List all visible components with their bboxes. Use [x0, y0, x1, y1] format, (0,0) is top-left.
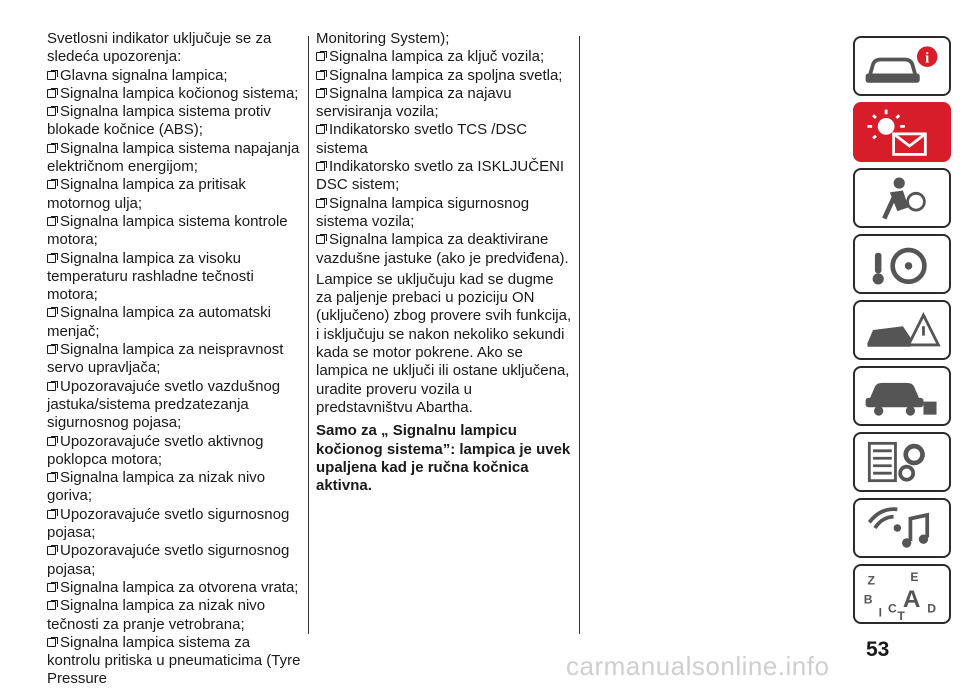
- list-continuation: Monitoring System);: [316, 30, 450, 47]
- list-item-text: Signalna lampica za spoljna svetla;: [329, 66, 563, 84]
- checkbox-bullet-icon: [316, 52, 325, 61]
- column-divider-right: [579, 36, 580, 634]
- checkbox-bullet-icon: [47, 437, 56, 446]
- svg-text:I: I: [878, 605, 883, 620]
- tab-emergency[interactable]: [853, 300, 951, 360]
- list-item: [47, 341, 302, 378]
- list-item-text: Signalna lampica za nizak nivo tečnosti za pranje vetrobrana;: [47, 597, 266, 633]
- list-item: [47, 634, 302, 689]
- svg-text:A: A: [902, 586, 921, 614]
- list-item-text: Signalna lampica za neispravnost servo upravljača;: [47, 341, 284, 377]
- list-item-text: Glavna signalna lampica;: [60, 66, 228, 84]
- tab-technical-data[interactable]: [853, 432, 951, 492]
- car-jack-icon: [855, 368, 949, 424]
- body-paragraph: Lampice se uključuju kad se dugme za paljenje prebaci u poziciju ON (uključeno) zbog provere svih funkcija, i isključuju se nakon nekoliko sekundi kada se motor pokrene. Ako se lampica ne uključi ili ostane uključena, uradite proveru vozila u predstavništvu Abartha.: [316, 270, 572, 416]
- list-item-text: Signalna lampica za nizak nivo goriva;: [47, 469, 266, 505]
- list-item-text: Signalna lampica za otvorena vrata;: [60, 578, 299, 596]
- list-item-text: Signalna lampica za pritisak motornog ulja;: [47, 176, 246, 212]
- list-item: [47, 469, 302, 506]
- svg-text:i: i: [925, 50, 930, 67]
- svg-text:Z: Z: [867, 573, 875, 588]
- tab-index[interactable]: [853, 564, 951, 624]
- checklist-gears-icon: [855, 434, 949, 490]
- list-item-text: Signalna lampica za automatski menjač;: [47, 304, 271, 340]
- list-item-text: Signalna lampica za visoku temperaturu rashladne tečnosti motora;: [47, 249, 254, 304]
- list-item-text: Signalna lampica kočionog sistema;: [60, 84, 299, 102]
- list-item: [47, 250, 302, 305]
- checkbox-bullet-icon: [316, 125, 325, 134]
- intro-text: Svetlosni indikator uključuje se za sledeća upozorenja:: [47, 30, 272, 66]
- checkbox-bullet-icon: [47, 382, 56, 391]
- left-column: [47, 30, 302, 689]
- svg-text:D: D: [927, 601, 936, 616]
- right-column: [316, 30, 572, 495]
- list-item-text: Signalna lampica sistema napajanja električnom energijom;: [47, 139, 300, 176]
- tab-safety[interactable]: [853, 168, 951, 228]
- checkbox-bullet-icon: [47, 601, 56, 610]
- list-item-text: Indikatorsko svetlo TCS /DSC sistema: [316, 121, 528, 157]
- list-item: [47, 213, 302, 250]
- bold-note: Samo za „ Signalnu lampicu kočionog sistema”: lampica je uvek upaljena kad je ručna kočnica aktivna.: [316, 422, 571, 495]
- tab-dashboard-lights[interactable]: [853, 102, 951, 162]
- checkbox-bullet-icon: [316, 162, 325, 171]
- svg-text:C: C: [888, 601, 897, 616]
- checkbox-bullet-icon: [47, 144, 56, 153]
- warning-list-right: [316, 48, 572, 268]
- list-item: [316, 195, 572, 232]
- checkbox-bullet-icon: [47, 107, 56, 116]
- list-item-text: Signalna lampica sigurnosnog sistema vozila;: [316, 194, 530, 230]
- checkbox-bullet-icon: [47, 89, 56, 98]
- list-item-text: Signalna lampica sistema kontrole motora;: [47, 212, 288, 249]
- list-item: [47, 542, 302, 579]
- list-item: [316, 231, 572, 268]
- checkbox-bullet-icon: [47, 638, 56, 647]
- checkbox-bullet-icon: [47, 510, 56, 519]
- list-item: [316, 121, 572, 158]
- checkbox-bullet-icon: [47, 217, 56, 226]
- list-item: [47, 67, 302, 85]
- tab-maintenance[interactable]: [853, 366, 951, 426]
- list-item-text: Indikatorsko svetlo za ISKLJUČENI DSC sistem;: [316, 158, 565, 194]
- list-item-text: Upozoravajuće svetlo sigurnosnog pojasa;: [47, 542, 290, 578]
- key-steering-wheel-icon: [855, 236, 949, 292]
- checkbox-bullet-icon: [316, 71, 325, 80]
- checkbox-bullet-icon: [47, 546, 56, 555]
- svg-text:B: B: [863, 592, 873, 607]
- warning-list-left: [47, 67, 302, 689]
- list-item-text: Signalna lampica za ključ vozila;: [329, 48, 545, 66]
- list-item: [316, 85, 572, 122]
- music-wifi-icon: [855, 500, 949, 556]
- list-item: [47, 85, 302, 103]
- dashboard-light-icon: [855, 104, 949, 160]
- checkbox-bullet-icon: [47, 345, 56, 354]
- list-item: [316, 67, 572, 85]
- tab-multimedia[interactable]: [853, 498, 951, 558]
- alphabet-index-icon: [855, 566, 949, 622]
- car-warning-icon: [855, 302, 949, 358]
- list-item-text: Signalna lampica sistema protiv blokade kočnice (ABS);: [47, 103, 271, 139]
- list-item: [47, 176, 302, 213]
- list-item-text: Upozoravajuće svetlo sigurnosnog pojasa;: [47, 505, 290, 542]
- list-item-text: Signalna lampica za deaktivirane vazdušne jastuke (ako je predviđena).: [316, 231, 569, 267]
- checkbox-bullet-icon: [316, 89, 325, 98]
- svg-text:E: E: [910, 569, 919, 584]
- list-item: [47, 433, 302, 470]
- list-item: [47, 103, 302, 140]
- tab-car-info[interactable]: [853, 36, 951, 96]
- tab-starting-driving[interactable]: [853, 234, 951, 294]
- list-item: [47, 378, 302, 433]
- checkbox-bullet-icon: [47, 583, 56, 592]
- list-item-text: Signalna lampica za najavu servisiranja vozila;: [316, 84, 512, 121]
- checkbox-bullet-icon: [47, 308, 56, 317]
- list-item: [47, 140, 302, 177]
- list-item: [47, 304, 302, 341]
- list-item: [47, 597, 302, 634]
- checkbox-bullet-icon: [47, 254, 56, 263]
- list-item: [316, 48, 572, 66]
- seat-airbag-icon: [855, 170, 949, 226]
- page-number: 53: [866, 638, 890, 661]
- checkbox-bullet-icon: [47, 473, 56, 482]
- list-item-text: Upozoravajuće svetlo vazdušnog jastuka/sistema predzatezanja sigurnosnog pojasa;: [47, 377, 281, 432]
- footer-watermark: carmanualsonline.info: [566, 651, 830, 681]
- checkbox-bullet-icon: [47, 180, 56, 189]
- checkbox-bullet-icon: [47, 71, 56, 80]
- list-item: [47, 579, 302, 597]
- list-item-text: Signalna lampica sistema za kontrolu pritiska u pneumaticima (Tyre Pressure: [47, 633, 301, 688]
- list-item: [47, 506, 302, 543]
- checkbox-bullet-icon: [316, 235, 325, 244]
- column-divider-left: [308, 36, 309, 634]
- list-item: [316, 158, 572, 195]
- list-item-text: Upozoravajuće svetlo aktivnog poklopca motora;: [47, 432, 264, 468]
- car-info-icon: [855, 38, 949, 94]
- svg-text:T: T: [897, 609, 905, 622]
- checkbox-bullet-icon: [316, 199, 325, 208]
